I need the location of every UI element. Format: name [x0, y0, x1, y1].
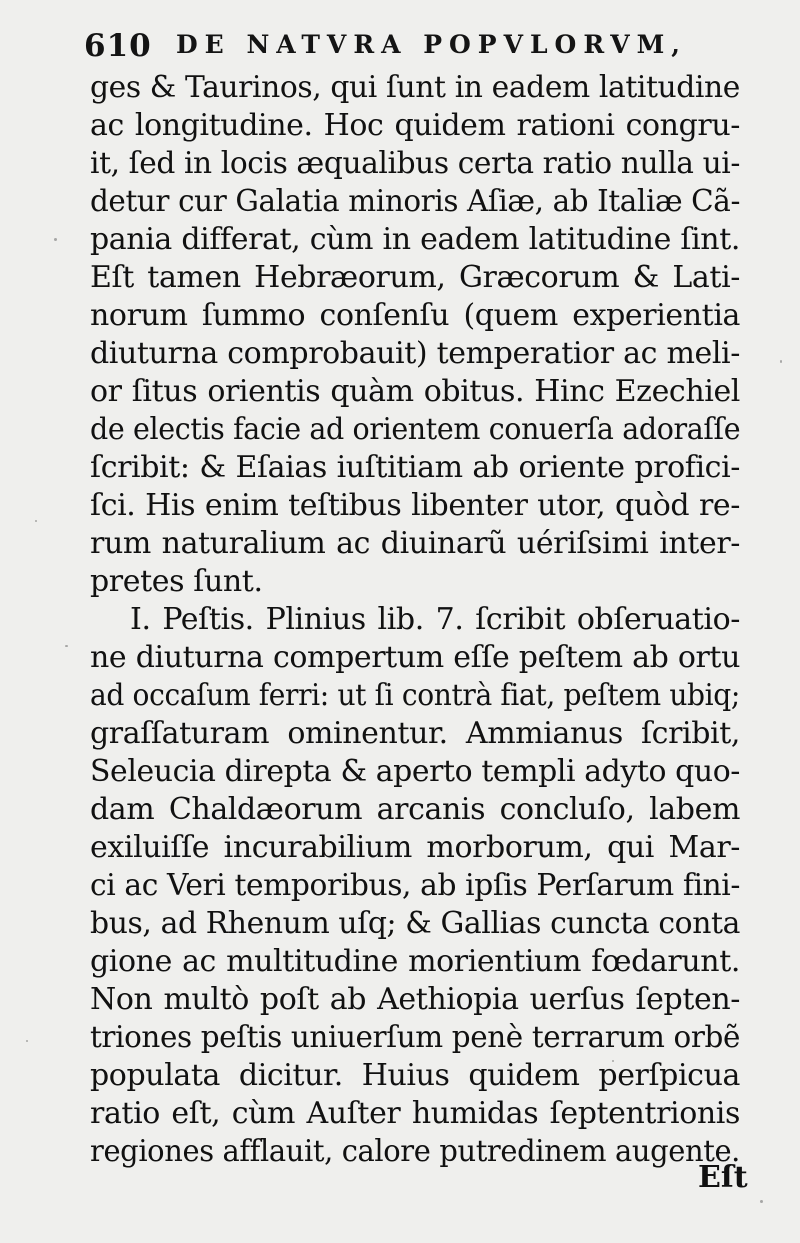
paper-speck: [26, 1040, 28, 1042]
text-line: ſci. His enim teſtibus libenter utor, quòd re-: [90, 488, 740, 523]
text-line: gione ac multitudine morientium fœdarunt.: [90, 944, 740, 979]
paper-speck: [54, 238, 57, 241]
text-line: exiluiſſe incurabilium morborum, qui Mar-: [90, 830, 740, 865]
text-line: bus, ad Rhenum uſq; & Gallias cuncta conta: [90, 906, 740, 941]
text-line: pania differat, cùm in eadem latitudine ſint.: [90, 222, 740, 257]
text-line: triones peſtis uniuerſum penè terrarum orbẽ: [90, 1020, 740, 1055]
paper-speck: [65, 645, 68, 647]
text-line: populata dicitur. Huius quidem perſpicua: [90, 1058, 740, 1093]
text-line: norum ſummo conſenſu (quem experientia: [90, 298, 740, 333]
text-line: ges & Taurinos, qui ſunt in eadem latitudine: [90, 70, 740, 105]
text-line: or ſitus orientis quàm obitus. Hinc Ezechiel: [90, 374, 740, 409]
text-line: ci ac Veri temporibus, ab ipſis Perſarum fini-: [90, 868, 740, 903]
page-number: 610: [84, 28, 152, 64]
catchword: Eſt: [698, 1160, 748, 1195]
text-line: ratio eſt, cùm Auſter humidas ſeptentrionis: [90, 1096, 740, 1131]
text-line: de electis facie ad orientem conuerſa adoraſſe: [90, 412, 741, 447]
text-line: I. Peſtis. Plinius lib. 7. ſcribit obſeruatio-: [130, 602, 740, 637]
text-line: dam Chaldæorum arcanis concluſo, labem: [90, 792, 740, 827]
running-title: DE NATVRA POPVLORVM,: [176, 30, 687, 59]
text-line: graſſaturam ominentur. Ammianus ſcribit,: [90, 716, 740, 751]
text-line: regiones afflauit, calore putredinem augente.: [90, 1134, 740, 1169]
text-line: pretes ſunt.: [90, 564, 263, 599]
text-line: detur cur Galatia minoris Aſiæ, ab Italiæ Cã-: [90, 184, 740, 219]
paper-speck: [780, 360, 782, 363]
paper-speck: [760, 1200, 763, 1203]
text-line: diuturna comprobauit) temperatior ac meli-: [90, 336, 740, 371]
text-line: Non multò poſt ab Aethiopia uerſus ſepten-: [90, 982, 740, 1017]
text-line: Eſt tamen Hebræorum, Græcorum & Lati-: [90, 260, 740, 295]
text-line: ſcribit: & Eſaias iuſtitiam ab oriente profici-: [90, 450, 740, 485]
text-line: ac longitudine. Hoc quidem rationi congru-: [90, 108, 740, 143]
text-line: it, ſed in locis æqualibus certa ratio nulla ui-: [90, 146, 740, 181]
paper-speck: [35, 520, 37, 522]
text-line: ne diuturna compertum eſſe peſtem ab ortu: [90, 640, 740, 675]
text-line: Seleucia direpta & aperto templi adyto quo-: [90, 754, 740, 789]
text-line: ad occaſum ferri: ut ſi contrà fiat, peſtem ubiq;: [90, 678, 740, 713]
page-header: [84, 22, 687, 68]
text-line: rum naturalium ac diuinarũ uériſsimi inter-: [90, 526, 740, 561]
